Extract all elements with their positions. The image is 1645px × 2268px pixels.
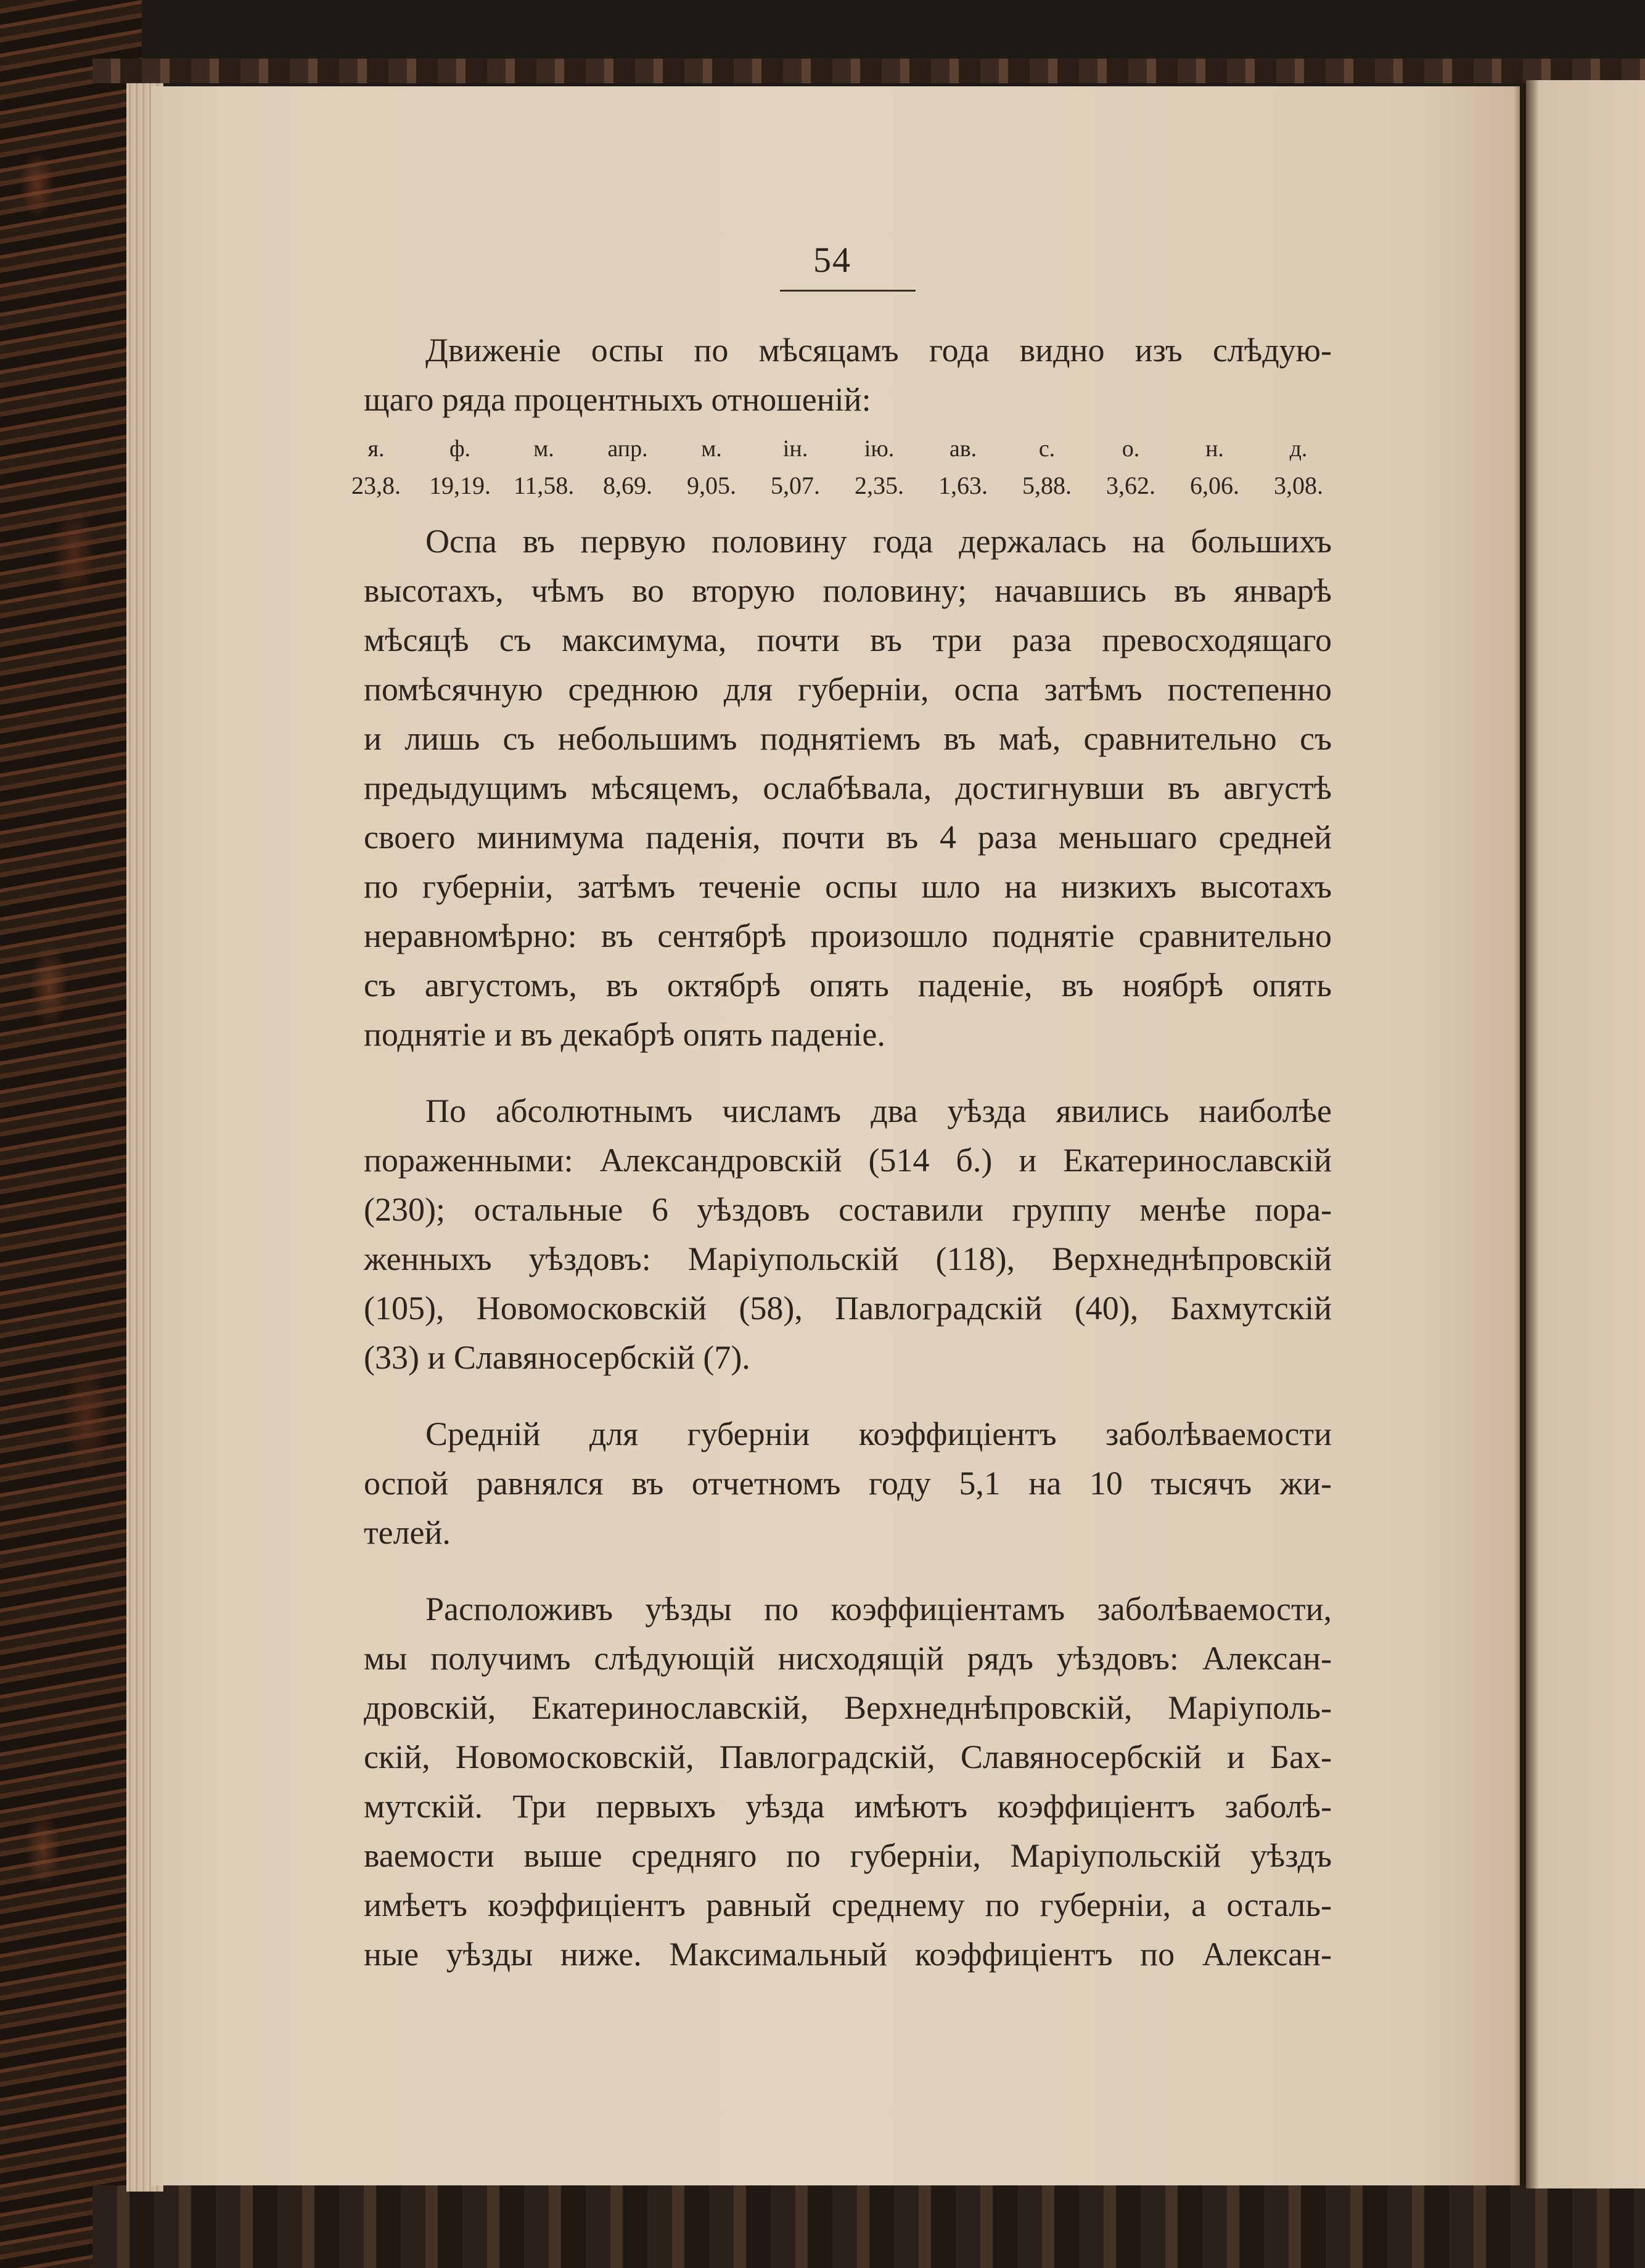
page-number-rule	[780, 290, 916, 292]
text-line: (230); остальные 6 уѣздовъ составили группу менѣе пора-	[364, 1191, 1332, 1228]
text-line: Оспа въ первую половину года держалась на большихъ	[425, 523, 1332, 560]
month-value: 5,07.	[771, 472, 820, 499]
month-value: 19,19.	[429, 472, 491, 499]
month-label: ф.	[449, 436, 471, 462]
month-value: 6,06.	[1190, 472, 1239, 499]
month-value: 11,58.	[513, 472, 575, 499]
page-number: 54	[813, 240, 851, 280]
text-line: мѣсяцѣ съ максимума, почти въ три раза превосходящаго	[364, 621, 1332, 658]
month-label: о.	[1122, 436, 1140, 462]
text-line: пораженными: Александровскій (514 б.) и Екатеринославскій	[364, 1142, 1332, 1179]
text-line: имѣетъ коэффиціентъ равный среднему по губерніи, а осталь-	[364, 1886, 1332, 1923]
next-page-edge	[1526, 80, 1645, 2188]
month-value: 3,62.	[1106, 472, 1155, 499]
text-line: съ августомъ, въ октябрѣ опять паденіе, въ ноябрѣ опять	[364, 967, 1332, 1004]
month-value: 1,63.	[938, 472, 988, 499]
text-line: Расположивъ уѣзды по коэффиціентамъ заболѣваемости,	[425, 1590, 1332, 1627]
month-label: я.	[367, 436, 385, 462]
text-line: высотахъ, чѣмъ во вторую половину; начавшись въ январѣ	[364, 572, 1332, 609]
month-value: 2,35.	[855, 472, 904, 499]
text-line: поднятіе и въ декабрѣ опять паденіе.	[364, 1016, 885, 1053]
month-label: апр.	[607, 436, 648, 462]
text-line: дровскій, Екатеринославскій, Верхнеднѣпровскій, Маріуполь-	[364, 1689, 1332, 1726]
book-cover-left	[0, 0, 142, 2268]
month-label: ін.	[782, 436, 808, 462]
text-line: ные уѣзды ниже. Максимальный коэффиціентъ по Алексан-	[364, 1936, 1332, 1973]
book-cover-bottom	[92, 2185, 1645, 2268]
text-line: мы получимъ слѣдующій нисходящій рядъ уѣздовъ: Алексан-	[364, 1640, 1332, 1677]
month-value: 9,05.	[687, 472, 736, 499]
month-label: д.	[1289, 436, 1308, 462]
text-line: Средній для губерніи коэффиціентъ заболѣваемости	[425, 1415, 1332, 1452]
text-line: (105), Новомосковскій (58), Павлоградскій (40), Бахмутскій	[364, 1290, 1332, 1327]
text-line: оспой равнялся въ отчетномъ году 5,1 на 10 тысячъ жи-	[364, 1465, 1332, 1502]
month-values-row	[333, 467, 1344, 504]
text-line: скій, Новомосковскій, Павлоградскій, Славяносербскій и Бах-	[364, 1738, 1332, 1775]
month-labels-row	[333, 430, 1344, 467]
text-line: мутскій. Три первыхъ уѣзда имѣютъ коэффиціентъ заболѣ-	[364, 1788, 1332, 1825]
month-label: ію.	[864, 436, 895, 462]
text-line: по губерніи, затѣмъ теченіе оспы шло на низкихъ высотахъ	[364, 868, 1332, 905]
book-cover-top	[92, 59, 1645, 83]
text-line: По абсолютнымъ числамъ два уѣзда явились наиболѣе	[425, 1092, 1332, 1129]
text-line: щаго ряда процентныхъ отношеній:	[364, 381, 871, 418]
month-label: м.	[701, 436, 722, 462]
month-value: 5,88.	[1022, 472, 1072, 499]
month-label: м.	[533, 436, 554, 462]
text-line: своего минимума паденія, почти въ 4 раза меньшаго средней	[364, 819, 1332, 856]
month-value: 8,69.	[603, 472, 652, 499]
text-line: (33) и Славяносербскій (7).	[364, 1339, 750, 1376]
month-value: 23,8.	[351, 472, 401, 499]
month-value: 3,08.	[1274, 472, 1323, 499]
text-line: женныхъ уѣздовъ: Маріупольскій (118), Верхнеднѣпровскій	[364, 1240, 1332, 1277]
month-label: ав.	[949, 436, 977, 462]
text-line: телей.	[364, 1514, 451, 1551]
month-label: н.	[1205, 436, 1224, 462]
text-line: Движеніе оспы по мѣсяцамъ года видно изъ слѣдую-	[425, 332, 1332, 369]
text-line: и лишь съ небольшимъ поднятіемъ въ маѣ, сравнительно съ	[364, 720, 1332, 757]
text-line: помѣсячную среднюю для губерніи, оспа затѣмъ постепенно	[364, 671, 1332, 708]
month-label: с.	[1038, 436, 1056, 462]
text-line: предыдущимъ мѣсяцемъ, ослабѣвала, достигнувши въ августѣ	[364, 769, 1332, 806]
page-gutter-shadow	[1514, 80, 1538, 2188]
text-line: ваемости выше средняго по губерніи, Маріупольскій уѣздъ	[364, 1837, 1332, 1874]
text-line: неравномѣрно: въ сентябрѣ произошло поднятіе сравнительно	[364, 917, 1332, 954]
